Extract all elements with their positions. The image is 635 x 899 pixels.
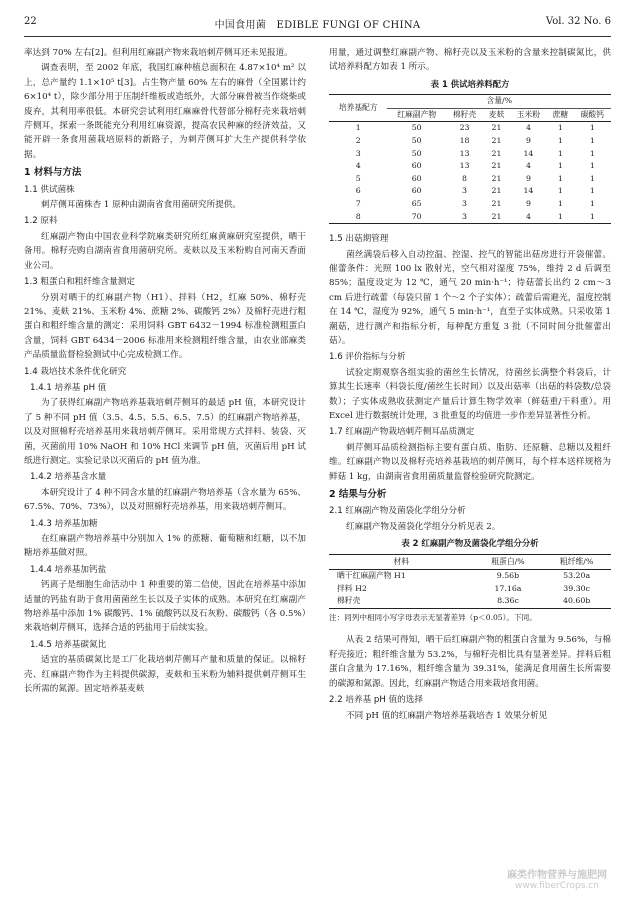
paragraph: 钙离子是细胞生命活动中 1 种重要的第二信使，因此在培养基中添加适量的钙盐有助于食用菌菌丝生长以及子实体的成熟。本研究在红麻副产物培养基中添加 1% 碳酸钙、1% 硫酸钙以及石灰粉、碳酸钙（各 0.5%）来栽培刺芹侧耳，选择合适的钙盐用于后续实验。: [24, 580, 306, 634]
table-cell: 1: [589, 198, 595, 208]
paragraph: 本研究设计了 4 种不同含水量的红麻副产物培养基（含水量为 65%、67.5%、70%、73%），以及对照棉籽壳培养基，用来栽培刺芹侧耳。: [24, 487, 306, 513]
paragraph: 红麻副产物及菌袋化学组分分析见表 2。: [346, 521, 501, 532]
paragraph: 试验定期观察各组实验的菌丝生长情况，待菌丝长满整个料袋后，计算其生长速率（料袋长度/菌丝生长时间）以及出菇率（出菇的料袋数/总袋数）；子实体成熟收获测定产量后计算生物学效率（鲜菇重/干料重）。用 Excel 进行数据统计处理，3 批重复的均值进一步作差异显著性分析。: [329, 367, 611, 422]
table-cell: 21: [491, 136, 502, 145]
table-cell: 21: [491, 173, 502, 183]
table-row: [329, 185, 611, 198]
section-heading: 1 材料与方法: [24, 167, 82, 179]
table-cell: 8: [462, 173, 468, 183]
table-cell: 1: [589, 186, 595, 196]
table-cell: 50: [411, 136, 422, 145]
table1-column-header: 棉籽壳: [446, 108, 483, 122]
table-row: [329, 148, 611, 161]
subsection-heading: 2.2 培养基 pH 值的选择: [329, 695, 423, 706]
right-column-intro: [329, 46, 611, 75]
table-cell: 拌料 H2: [337, 583, 367, 593]
table-cell: 14: [523, 186, 534, 196]
table-cell: 1: [355, 123, 361, 133]
table-cell: 21: [491, 198, 502, 208]
table-row: [329, 583, 611, 596]
journal-title-cn: 中国食用菌: [214, 20, 267, 31]
table-cell: 棉籽壳: [337, 596, 361, 606]
table-cell: 21: [491, 123, 502, 133]
subsection-heading: 1.3 粗蛋白和粗纤维含量测定: [24, 277, 135, 288]
table-row: [329, 211, 611, 224]
subsection-heading: 1.4.2 培养基含水量: [30, 472, 107, 483]
table-cell: 9: [525, 136, 531, 145]
table-cell: 1: [557, 211, 563, 221]
table-cell: 21: [491, 186, 502, 196]
table-cell: 1: [557, 148, 563, 158]
table1-formulas: [329, 94, 611, 224]
table1-column-header: 蔗糖: [547, 108, 574, 122]
table1-column-header: 麦麸: [483, 108, 510, 122]
paragraph: 菌丝满袋后移入自动控温、控湿、控气的智能出菇房进行开袋催蕾。催蕾条件：光照 100 lx 散射光，空气相对湿度 75%，维持 2 d 后调至 85%；温度设定为 12 ℃，通气 20 min·h⁻¹；待菇蕾长出约 2 cm～3 cm 后进行疏蕾（每袋只留 1 个～2 个子实体）；疏蕾后需避光，温度控制在 14 ℃，湿度为 92%，通气 5 min·h⁻¹，直至子实体成熟。只采收第 1 潮菇，进行测产和指标分析，每种配方重复 3 批（不同时间分批催蕾出菇）。: [329, 249, 611, 346]
paragraph: 率达到 70% 左右[2]。但利用红麻副产物来栽培刺芹侧耳还未见报道。: [24, 48, 293, 58]
watermark-line1: 麻类作物营养与施肥网: [507, 870, 607, 881]
subsection-heading: 1.4.1 培养基 pH 值: [30, 382, 107, 393]
running-header: [24, 16, 611, 34]
table1-column-header: 玉米粉: [510, 108, 547, 122]
table-cell: 1: [557, 173, 563, 183]
table-cell: 7: [355, 198, 361, 208]
table2-column-header: 材料: [329, 554, 474, 570]
table-cell: 1: [557, 186, 563, 196]
section-heading: 2 结果与分析: [329, 489, 387, 501]
table-cell: 6: [355, 186, 361, 196]
table-cell: 60: [411, 173, 422, 183]
paragraph: 刺芹侧耳品质检测指标主要有蛋白质、脂肪、还原糖、总糖以及粗纤维。红麻副产物以及棉籽壳培养基栽培的刺芹侧耳，每个样本送样规格为鲜菇 1 kg，由湖南省食用菌质量监督检验研究院测定。: [329, 442, 611, 482]
table-cell: 17.16a: [494, 583, 522, 593]
subsection-heading: 1.2 原料: [24, 216, 58, 227]
table1-caption: 表 1 供试培养料配方: [430, 78, 510, 89]
table-row: [329, 198, 611, 211]
table-cell: 1: [557, 123, 563, 133]
subsection-heading: 1.1 供试菌株: [24, 184, 75, 195]
table1-column-header: 红麻副产物: [387, 108, 445, 122]
table-cell: 9: [525, 198, 531, 208]
left-column: [24, 46, 306, 697]
table-cell: 5: [355, 173, 361, 183]
subsection-heading: 1.4.4 培养基加钙盐: [30, 564, 107, 575]
watermark-line2: www.fiberCrops.cn: [515, 881, 599, 891]
table-cell: 9: [525, 173, 531, 183]
table-cell: 18: [459, 136, 470, 145]
table-cell: 70: [411, 211, 422, 221]
table-row: [329, 160, 611, 173]
right-column-methods: [329, 232, 611, 534]
table-row: [329, 570, 611, 583]
table-cell: 8: [355, 211, 361, 221]
table-cell: 4: [525, 161, 531, 171]
table-cell: 2: [355, 136, 361, 145]
table-cell: 3: [355, 148, 361, 158]
table-row: [329, 135, 611, 148]
paragraph: 红麻副产物由中国农业科学院麻类研究所红麻黄麻研究室提供，晒干备用。棉籽壳购自湖南省食用菌研究所。麦麸以及玉米粉购自河南天香面业公司。: [24, 231, 306, 271]
table-cell: 53.20a: [563, 571, 591, 581]
table-cell: 60: [411, 186, 422, 196]
table-row: [329, 595, 611, 608]
table2-column-header: 粗蛋白/%: [474, 554, 543, 570]
table-cell: 1: [589, 123, 595, 133]
right-column-results: [329, 633, 611, 722]
table-cell: 21: [491, 148, 502, 158]
table-cell: 4: [355, 161, 361, 171]
table-cell: 1: [589, 211, 595, 221]
volume-issue: Vol. 32 No. 6: [545, 16, 611, 27]
subsection-heading: 1.5 出菇期管理: [329, 234, 389, 245]
table-row: [329, 173, 611, 186]
table-cell: 晒干红麻副产物 H1: [337, 571, 406, 581]
table-cell: 50: [411, 123, 422, 133]
paragraph: 在红麻副产物培养基中分别加入 1% 的蔗糖、葡萄糖和红糖，以不加糖培养基做对照。: [24, 534, 306, 559]
subsection-heading: 1.4.5 培养基碳氮比: [30, 639, 107, 650]
subsection-heading: 1.4 栽培技术条件优化研究: [24, 366, 127, 377]
table-cell: 3: [462, 186, 468, 196]
table-cell: 1: [589, 148, 595, 158]
table1-column-header: 碳酸钙: [574, 108, 611, 122]
table-cell: 23: [459, 123, 470, 133]
table-cell: 39.30c: [563, 583, 590, 593]
table-cell: 4: [525, 123, 531, 133]
table-cell: 13: [459, 161, 470, 171]
table-cell: 1: [589, 161, 595, 171]
journal-title: [24, 16, 611, 31]
table-cell: 3: [462, 211, 468, 221]
table-cell: 4: [525, 211, 531, 221]
header-rule: [24, 36, 611, 37]
page-number: 22: [24, 16, 37, 27]
paragraph: 分别对晒干的红麻副产物（H1）、拌料（H2，红麻 50%、棉籽壳 21%、麦麸 21%、玉米粉 4%、蔗糖 2%、碳酸钙 2%）及棉籽壳进行粗蛋白和粗纤维含量的测定：采用饲料 GBT 6432－1994 标准检测粗蛋白含量，饲料 GBT 6434－2006 标准用来检测粗纤维含量，由农业部麻类产品质量监督检验测试中心完成检测工作。: [24, 292, 306, 361]
paragraph: 从表 2 结果可得知，晒干后红麻副产物的粗蛋白含量为 9.56%，与棉籽壳接近；粗纤维含量为 53.2%，与棉籽壳相比具有显著差异。拌料后粗蛋白含量为 17.16%，粗纤维含量为 39.31%，能满足食用菌生长所需要的碳源和氮源。因此，红麻副产物适合用来栽培食用菌。: [329, 635, 611, 689]
table-cell: 1: [557, 161, 563, 171]
paragraph: 刺芹侧耳菌株杏 1 原种由湖南省食用菌研究所提供。: [41, 200, 241, 211]
table-cell: 1: [557, 198, 563, 208]
subsection-heading: 2.1 红麻副产物及菌袋化学组分分析: [329, 506, 466, 517]
table1-row-header: 培养基配方: [329, 95, 387, 122]
journal-title-en: EDIBLE FUNGI OF CHINA: [276, 20, 421, 31]
table-cell: 60: [411, 161, 422, 171]
paragraph: 调查表明，至 2002 年底，我国红麻种植总面积在 4.87×10⁴ m² 以上，总产量约 1.1×10⁵ t[3]。占生物产量 60% 左右的麻骨（全国累计约 6×10⁴ t），除少部分用于压制纤维板或造纸外，大部分麻骨被当作烧柴或废弃，其利用率很低。本研究尝试利用红麻麻骨代替部分棉籽壳来栽培刺芹侧耳，探索一条既能充分利用红麻资源，提高农民种麻的经济效益，又能开辟一条食用菌栽培原料的新路子，为刺芹侧耳扩大生产提供科学依据。: [24, 63, 306, 160]
paragraph: 不同 pH 值的红麻副产物培养基栽培杏 1 效果分析见: [346, 710, 548, 721]
table-cell: 21: [491, 161, 502, 171]
table2-column-header: 粗纤维/%: [542, 554, 611, 570]
table2-caption: 表 2 红麻副产物及菌袋化学组分分析: [401, 538, 539, 549]
table-cell: 50: [411, 148, 422, 158]
right-column: [329, 46, 611, 724]
paragraph: 适宜的基质碳氮比是工厂化栽培刺芹侧耳产量和质量的保证。以棉籽壳、红麻副产物作为主料提供碳源，麦麸和玉米粉为辅料提供刺芹侧耳生长所需的氮源。固定培养基麦麸: [24, 655, 306, 695]
table-cell: 14: [523, 148, 534, 158]
table-cell: 65: [411, 198, 422, 208]
table-cell: 1: [589, 136, 595, 145]
table-cell: 1: [589, 173, 595, 183]
table-cell: 21: [491, 211, 502, 221]
paragraph: 为了获得红麻副产物培养基栽培刺芹侧耳的最适 pH 值，本研究设计了 5 种不同 pH 值（3.5、4.5、5.5、6.5、7.5）的红麻副产物培养基，以及对照棉籽壳培养基用来栽培刺芹侧耳。采用常规方式拌料、装袋、灭菌，灭菌前用 10% NaOH 和 10% HCl 来调节 pH 值，灭菌后用 pH 试纸进行测定。实验记录以灭菌后的 pH 值为准。: [24, 398, 306, 466]
table-cell: 13: [459, 148, 470, 158]
table-cell: 3: [462, 198, 468, 208]
paragraph: 用量，通过调整红麻副产物、棉籽壳以及玉米粉的含量来控制碳氮比，供试培养料配方如表 1 所示。: [329, 48, 611, 73]
subsection-heading: 1.7 红麻副产物栽培刺芹侧耳品质测定: [329, 427, 475, 438]
table-cell: 1: [557, 136, 563, 145]
watermark: [497, 866, 617, 891]
subsection-heading: 1.6 评价指标与分析: [329, 352, 406, 363]
subsection-heading: 1.4.3 培养基加糖: [30, 518, 98, 529]
table-cell: 40.60b: [562, 596, 591, 606]
table1-group-header: 含量/%: [387, 95, 611, 109]
table-cell: 8.36c: [497, 596, 519, 606]
table2-composition: [329, 554, 611, 609]
table-row: [329, 122, 611, 135]
table2-note: 注：同列中相同小写字母表示无显著差异（p＜0.05）。下同。: [329, 613, 537, 623]
table-cell: 9.56b: [496, 571, 520, 581]
